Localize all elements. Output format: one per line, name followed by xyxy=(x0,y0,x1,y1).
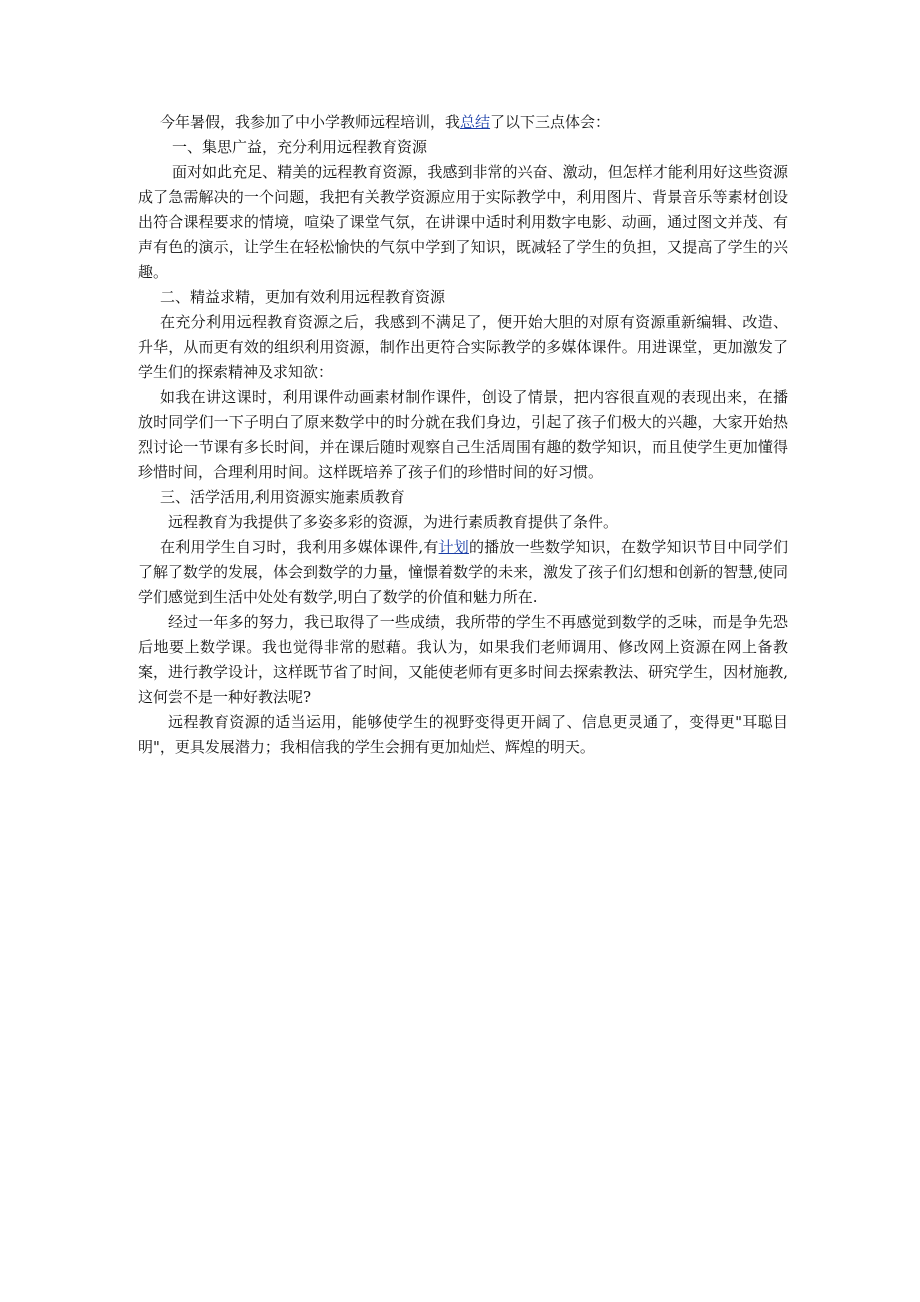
example-paragraph: 如我在讲这课时，利用课件动画素材制作课件，创设了情景，把内容很直观的表现出来，在播放时同学们一下子明白了原来数学中的时分就在我们身边，引起了孩子们极大的兴趣，大家开始热烈讨论一节课有多长时间，并在课后随时观察自己生活周围有趣的数学知识，而且使学生更加懂得珍惜时间，合理利用时间。这样既培养了孩子们的珍惜时间的好习惯。 xyxy=(138,388,788,481)
section-heading-2: 二、精益求精，更加有效利用远程教育资源 xyxy=(160,288,446,306)
conclusion-paragraph: 远程教育资源的适当运用，能够使学生的视野变得更开阔了、信息更灵通了，变得更"耳聪目明"，更具发展潜力；我相信我的学生会拥有更加灿烂、辉煌的明天。 xyxy=(138,713,788,756)
section-2-paragraph: 在充分利用远程教育资源之后，我感到不满足了，便开始大胆的对原有资源重新编辑、改造、升华，从而更有效的组织利用资源，制作出更符合实际教学的多媒体课件。用进课堂，更加激发了学生们的探索精神及求知欲： xyxy=(138,313,788,381)
reflection-paragraph: 经过一年多的努力，我已取得了一些成绩，我所带的学生不再感觉到数学的乏味，而是争先恐后地要上数学课。我也觉得非常的慰藉。我认为，如果我们老师调用、修改网上资源在网上备教案，进行教学设计，这样既节省了时间，又能使老师有更多时间去探索教法、研究学生，因材施教,这何尝不是一种好教法呢? xyxy=(138,613,788,706)
section-3-paragraph: 远程教育为我提供了多姿多彩的资源，为进行素质教育提供了条件。 xyxy=(168,513,619,531)
summary-link[interactable]: 总结 xyxy=(460,113,491,131)
plan-link[interactable]: 计划 xyxy=(438,538,469,556)
self-study-text-end: 的播放一些数学知识，在数学知识节目中同学们了解了数学的发展，体会到数学的力量，憧憬着数学的未来，激发了孩子们幻想和创新的智慧,使同学们感觉到生活中处处有数学,明白了数学的价值和魅力所在. xyxy=(138,538,788,606)
intro-text-start: 今年暑假，我参加了中小学教师远程培训，我 xyxy=(160,113,461,131)
self-study-text-start: 在利用学生自习时，我利用多媒体课件,有 xyxy=(160,538,439,556)
section-1-paragraph: 面对如此充足、精美的远程教育资源，我感到非常的兴奋、激动，但怎样才能利用好这些资源成了急需解决的一个问题，我把有关教学资源应用于实际教学中，利用图片、背景音乐等素材创设出符合课程要求的情境，喧染了课堂气氛，在讲课中适时利用数字电影、动画，通过图文并茂、有声有色的演示，让学生在轻松愉快的气氛中学到了知识，既减轻了学生的负担，又提高了学生的兴趣。 xyxy=(138,163,788,281)
self-study-paragraph xyxy=(138,535,788,610)
intro-text-end: 了以下三点体会： xyxy=(490,113,611,131)
document-body xyxy=(138,110,788,760)
intro-paragraph xyxy=(138,110,788,135)
section-heading-3: 三、活学活用,利用资源实施素质教育 xyxy=(160,488,405,506)
section-heading-1: 一、集思广益，充分利用远程教育资源 xyxy=(172,138,428,156)
